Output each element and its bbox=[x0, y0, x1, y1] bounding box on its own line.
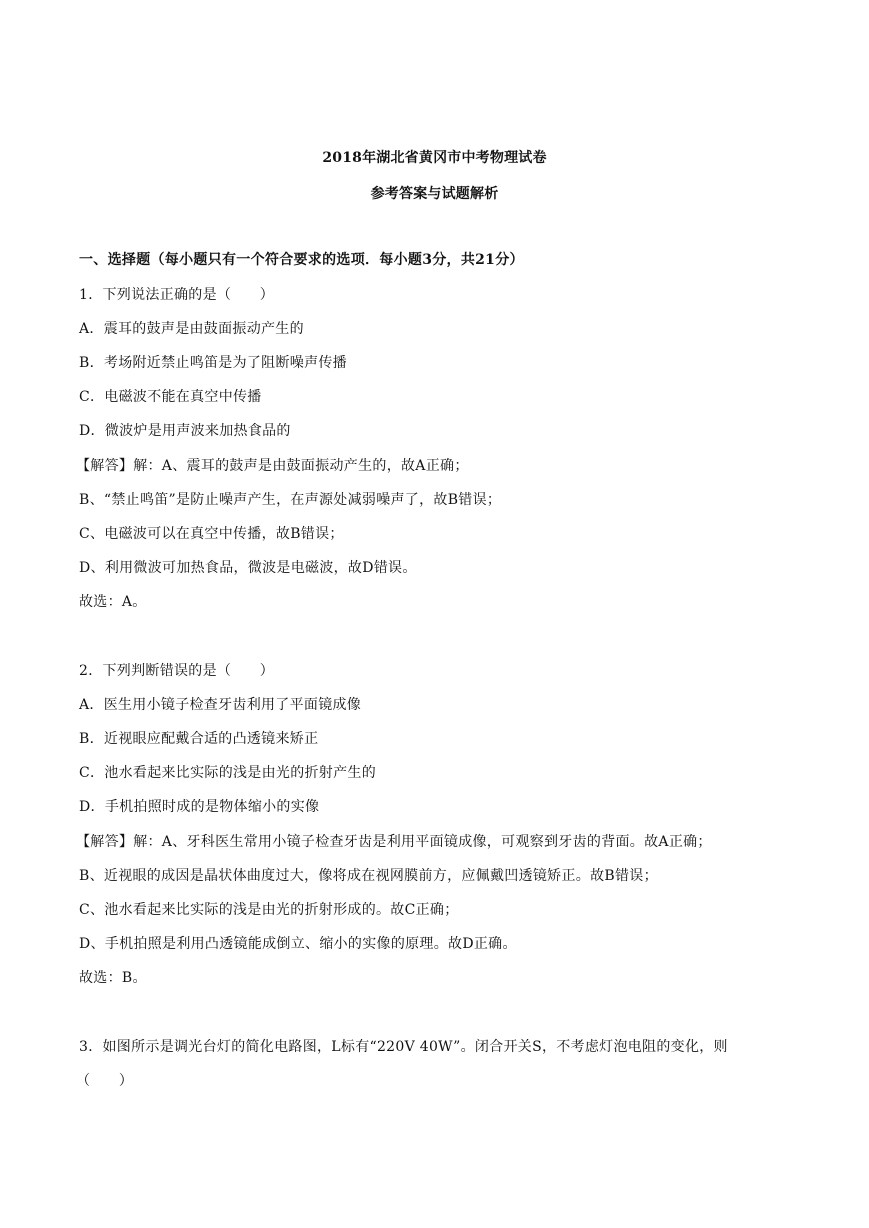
question-1-analysis-line-4: D、利用微波可加热食品，微波是电磁波，故D错误。 bbox=[79, 560, 417, 576]
question-2-analysis-line-2: B、近视眼的成因是晶状体曲度过大，像将成在视网膜前方，应佩戴凹透镜矫正。故B错误； bbox=[79, 868, 658, 884]
question-2-analysis-line-4: D、手机拍照是利用凸透镜能成倒立、缩小的实像的原理。故D正确。 bbox=[79, 936, 517, 952]
question-2-option-b: B．近视眼应配戴合适的凸透镜来矫正 bbox=[79, 731, 319, 747]
question-2-choice: 故选：B。 bbox=[79, 970, 147, 986]
answer-label: 【解答】 bbox=[76, 834, 134, 850]
question-1-option-b: B．考场附近禁止鸣笛是为了阻断噪声传播 bbox=[79, 355, 347, 371]
question-1-analysis-line-3: C、电磁波可以在真空中传播，故B错误； bbox=[79, 526, 344, 542]
answer-label: 【解答】 bbox=[76, 458, 134, 474]
question-2-analysis-line-3: C、池水看起来比实际的浅是由光的折射形成的。故C正确； bbox=[79, 902, 459, 918]
question-3-stem-line-2: （ ） bbox=[76, 1073, 134, 1089]
question-1-choice: 故选：A。 bbox=[79, 594, 147, 610]
question-2-analysis-line-1 bbox=[76, 831, 712, 851]
question-2-option-d: D．手机拍照时成的是物体缩小的实像 bbox=[79, 799, 320, 815]
question-1-option-c: C．电磁波不能在真空中传播 bbox=[79, 389, 262, 405]
question-2-stem: 2．下列判断错误的是（ ） bbox=[79, 663, 275, 679]
question-2-option-a: A．医生用小镜子检查牙齿利用了平面镜成像 bbox=[79, 697, 362, 713]
analysis-text: 解：A、震耳的鼓声是由鼓面振动产生的，故A正确； bbox=[133, 458, 469, 474]
document-subtitle: 参考答案与试题解析 bbox=[370, 186, 499, 202]
question-1-analysis-line-2: B、“禁止鸣笛”是防止噪声产生，在声源处减弱噪声了，故B错误； bbox=[79, 492, 502, 508]
section-heading: 一、选择题（每小题只有一个符合要求的选项．每小题3分，共21分） bbox=[79, 252, 524, 268]
question-2-option-c: C．池水看起来比实际的浅是由光的折射产生的 bbox=[79, 765, 377, 781]
question-1-stem: 1．下列说法正确的是（ ） bbox=[79, 287, 275, 303]
question-1-analysis-line-1 bbox=[76, 455, 469, 475]
question-1-option-a: A．震耳的鼓声是由鼓面振动产生的 bbox=[79, 321, 304, 337]
question-3-stem-line-1: 3．如图所示是调光台灯的简化电路图，L标有“220V 40W”。闭合开关S，不考虑灯泡电阻的变化，则 bbox=[79, 1039, 728, 1055]
document-title: 2018年湖北省黄冈市中考物理试卷 bbox=[322, 150, 547, 166]
question-1-option-d: D．微波炉是用声波来加热食品的 bbox=[79, 423, 291, 439]
analysis-text: 解：A、牙科医生常用小镜子检查牙齿是利用平面镜成像，可观察到牙齿的背面。故A正确； bbox=[133, 834, 712, 850]
